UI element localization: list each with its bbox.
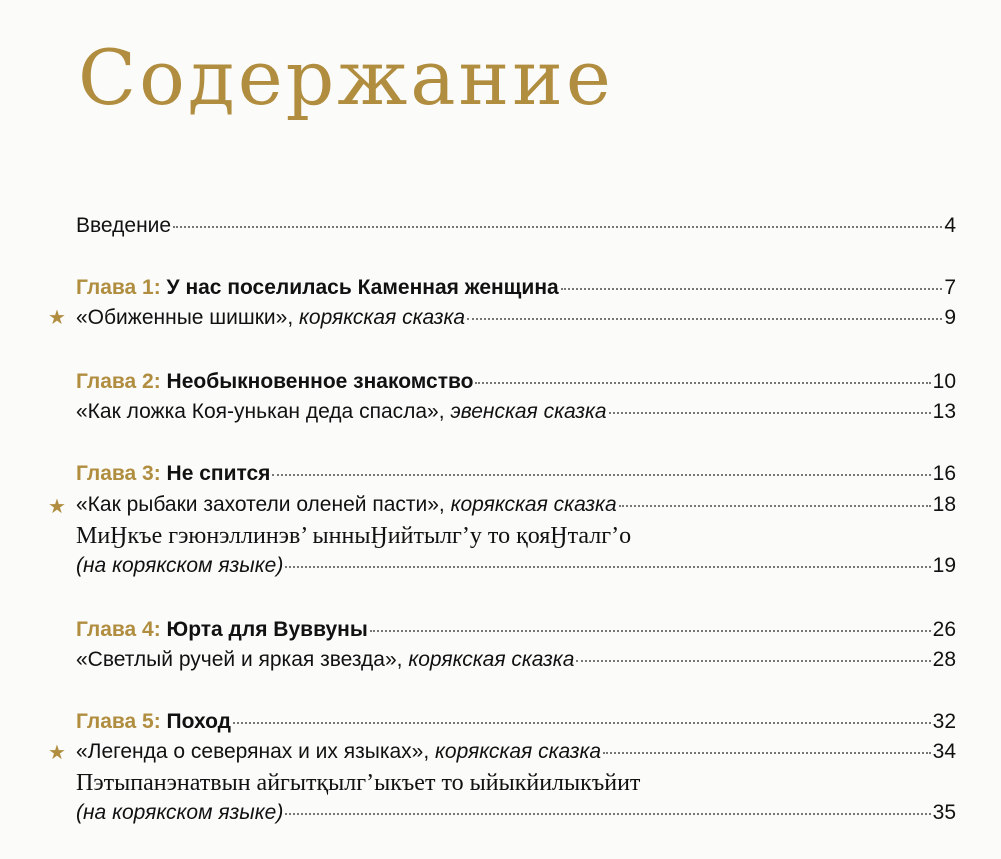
chapter-title: Не спится xyxy=(166,462,271,485)
dot-leader xyxy=(609,412,931,414)
toc-entry-chapter-5[interactable] xyxy=(76,709,956,735)
toc-entry-tale-1[interactable] xyxy=(76,305,956,331)
page-number: 35 xyxy=(932,801,956,824)
page-number: 18 xyxy=(932,493,956,516)
koryak-title: МиӇкъе гэюнэллинэв’ ынныӇийтылг’у то қояӇталг’о xyxy=(76,523,632,549)
toc-entry-tale-2[interactable] xyxy=(76,399,956,425)
toc-entry-tale-3[interactable] xyxy=(76,492,956,518)
language-note: (на корякском языке) xyxy=(76,801,284,824)
tale-genre: корякская сказка xyxy=(408,648,575,671)
page-number: 19 xyxy=(932,554,956,577)
toc-entry-tale-4[interactable] xyxy=(76,647,956,673)
chapter-prefix: Глава 2: xyxy=(76,370,161,393)
chapter-prefix: Глава 5: xyxy=(76,710,161,733)
toc-entry-chapter-1[interactable] xyxy=(76,275,956,301)
toc-entry-koryak-3[interactable] xyxy=(76,553,956,579)
toc-entry-chapter-3[interactable] xyxy=(76,461,956,487)
koryak-title: Пэтыпанэнатвын айгытқылг’ыкъет то ыйыкйилыкъйит xyxy=(76,770,641,796)
language-note: (на корякском языке) xyxy=(76,554,284,577)
dot-leader xyxy=(475,382,930,384)
tale-title: «Как рыбаки захотели оленей пасти», xyxy=(76,493,451,516)
chapter-title: Поход xyxy=(166,710,231,733)
dot-leader xyxy=(576,660,930,662)
tale-title: «Обиженные шишки», xyxy=(76,306,299,329)
dot-leader xyxy=(233,722,931,724)
tale-title: «Легенда о северянах и их языках», xyxy=(76,740,435,763)
dot-leader xyxy=(561,288,943,290)
toc-entry-chapter-4[interactable] xyxy=(76,617,956,643)
dot-leader xyxy=(619,505,931,507)
toc-label: Введение xyxy=(76,214,172,237)
page-number: 10 xyxy=(932,370,956,393)
chapter-prefix: Глава 3: xyxy=(76,462,161,485)
dot-leader xyxy=(285,566,930,568)
dot-leader xyxy=(272,474,930,476)
page-number: 13 xyxy=(932,400,956,423)
toc-entry-intro[interactable] xyxy=(76,213,956,239)
star-icon: ★ xyxy=(48,496,66,518)
chapter-title: У нас поселилась Каменная женщина xyxy=(166,276,559,299)
chapter-title: Юрта для Вуввуны xyxy=(166,618,368,641)
dot-leader xyxy=(285,813,930,815)
toc-entry-tale-5[interactable] xyxy=(76,739,956,765)
tale-genre: корякская сказка xyxy=(435,740,602,763)
page-number: 28 xyxy=(932,648,956,671)
page-number: 16 xyxy=(932,462,956,485)
star-icon: ★ xyxy=(48,742,66,764)
chapter-prefix: Глава 1: xyxy=(76,276,161,299)
page-number: 32 xyxy=(932,710,956,733)
page-title: Содержание xyxy=(78,33,614,122)
page-number: 7 xyxy=(944,276,956,299)
chapter-prefix: Глава 4: xyxy=(76,618,161,641)
tale-title: «Светлый ручей и яркая звезда», xyxy=(76,648,409,671)
page-number: 4 xyxy=(944,214,956,237)
toc-entry-chapter-2[interactable] xyxy=(76,369,956,395)
toc-entry-koryak-5[interactable] xyxy=(76,800,956,826)
dot-leader xyxy=(467,318,942,320)
tale-genre: корякская сказка xyxy=(450,493,617,516)
star-icon: ★ xyxy=(48,307,66,329)
page-number: 34 xyxy=(932,740,956,763)
dot-leader xyxy=(603,752,931,754)
page-number: 26 xyxy=(932,618,956,641)
tale-genre: эвенская сказка xyxy=(450,400,607,423)
dot-leader xyxy=(173,226,942,228)
chapter-title: Необыкновенное знакомство xyxy=(166,370,474,393)
page-number: 9 xyxy=(944,306,956,329)
dot-leader xyxy=(370,630,931,632)
tale-genre: корякская сказка xyxy=(299,306,466,329)
tale-title: «Как ложка Коя-унькан деда спасла», xyxy=(76,400,451,423)
